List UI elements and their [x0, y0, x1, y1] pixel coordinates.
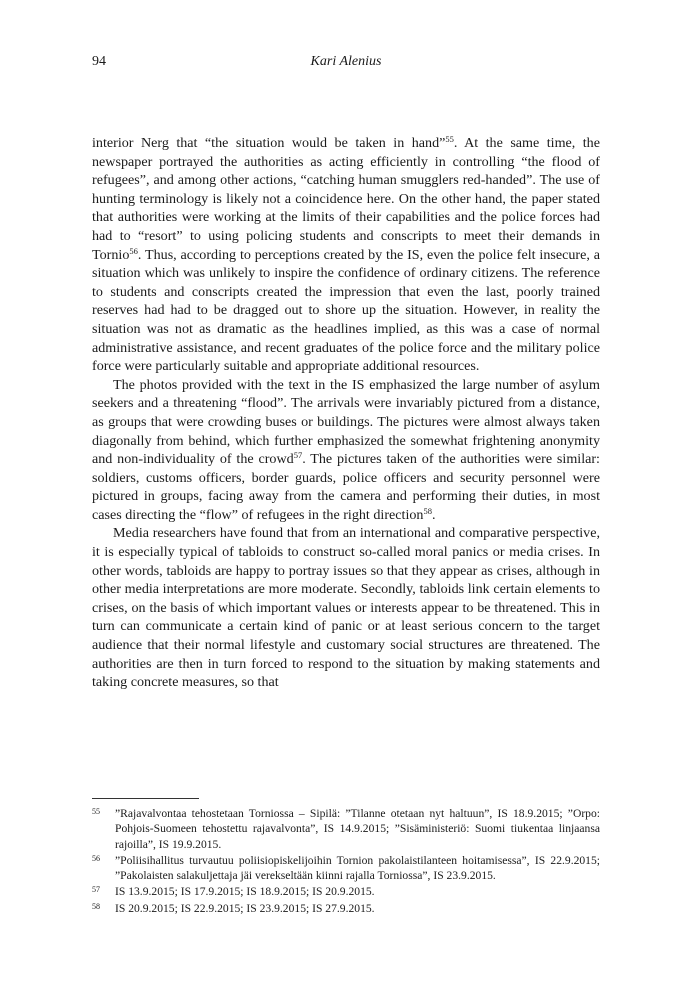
footnote-marker: 56: [129, 245, 138, 256]
paragraph: [92, 524, 600, 691]
footnote-number: 58: [92, 901, 100, 911]
paragraph-text: . At the same time, the newspaper portrayed the authorities as acting efficiently in controlling “the flood of refugees”, and among other actions, “catching human smugglers red-handed”. The use of hunting terminology is likely not a coincidence here. On the other hand, the paper stated that authorities were working at the limits of their capabilities and the police forces had had to “resort” to using policing students and conscripts to meet their demands in Tornio: [92, 135, 600, 263]
footnote-number: 56: [92, 853, 100, 863]
paragraph: [92, 376, 600, 525]
paragraph-text: . The pictures taken of the authorities were similar: soldiers, customs officers, border guards, police officers and security personnel were pictured in groups, facing away from the camera and performing their duties, in most cases directing the “flow” of refugees in the right direction: [92, 451, 600, 523]
footnote: [92, 806, 600, 852]
footnote-text: ”Poliisihallitus turvautuu poliisiopiskelijoihin Tornion pakolaistilanteen hoitamisessa”, IS 22.9.2015; ”Pakolaisten salakuljettaja jäi verekseltään kiinni rajalla Torniossa”, IS 23.9.2015.: [115, 853, 600, 883]
footnote-marker: 58: [423, 505, 432, 516]
footnote: [92, 901, 600, 916]
paragraph-text: interior Nerg that “the situation would be taken in hand”: [92, 135, 446, 151]
paragraph-text: Media researchers have found that from an international and comparative perspective, it is especially typical of tabloids to construct so-called moral panics or media crises. In other words, tabloids are happy to portray issues so that they appear as crises, although in other media interpretations are more moderate. Secondly, tabloids link certain elements to crises, on the basis of which important values or interests appear to be threatened. This in turn can communicate a certain kind of panic or at least serious concern to the target audience that their normal lifestyle and customary social structures are threatened. The authorities are then in turn forced to respond to the situation by making statements and taking concrete measures, so that: [92, 525, 600, 691]
footnotes: [92, 806, 600, 917]
footnote-separator: [92, 798, 199, 799]
paragraph-text: The photos provided with the text in the IS emphasized the large number of asylum seekers and a threatening “flood”. The arrivals were invariably pictured from a distance, as groups that were crowding buses or buildings. The pictures were almost always taken diagonally from behind, which further emphasized the somewhat frightening anonymity and non-individuality of the crowd: [92, 376, 600, 468]
footnote-number: 55: [92, 807, 100, 816]
footnote: [92, 853, 600, 884]
page-number: 94: [92, 54, 106, 69]
footnote-text: ”Rajavalvontaa tehostetaan Torniossa – Sipilä: ”Tilanne otetaan nyt haltuun”, IS 18.9.2015; ”Orpo: Pohjois-Suomeen tehostettu rajavalvonta”, IS 14.9.2015; ”Sisäministeriö: Suomi tiukentaa linjaansa rajoilla”, IS 19.9.2015.: [115, 807, 600, 851]
footnote: [92, 884, 600, 899]
paragraph-text: .: [431, 506, 436, 523]
footnote-text: IS 13.9.2015; IS 17.9.2015; IS 18.9.2015; IS 20.9.2015.: [115, 885, 375, 899]
body-text: [92, 134, 600, 692]
page-header: [92, 54, 600, 74]
footnote-marker: 57: [293, 450, 303, 461]
running-head-author: Kari Alenius: [310, 54, 382, 69]
paragraph: [92, 134, 600, 376]
footnote-number: 57: [92, 885, 100, 895]
footnote-marker: 55: [445, 134, 454, 144]
footnote-text: IS 20.9.2015; IS 22.9.2015; IS 23.9.2015; IS 27.9.2015.: [115, 901, 375, 915]
paragraph-text: . Thus, according to perceptions created by the IS, even the police felt insecure, a situation which was unlikely to inspire the confidence of ordinary citizens. The reference to students and conscripts created the impression that even the last, poorly trained reserves had had to be dragged out to shore up the situation. However, in reality the situation was not as dramatic as the headlines implied, as this was a case of normal administrative assistance, and recent graduates of the police force and the military police force were particularly suitable and appropriate additional resources.: [92, 246, 600, 375]
